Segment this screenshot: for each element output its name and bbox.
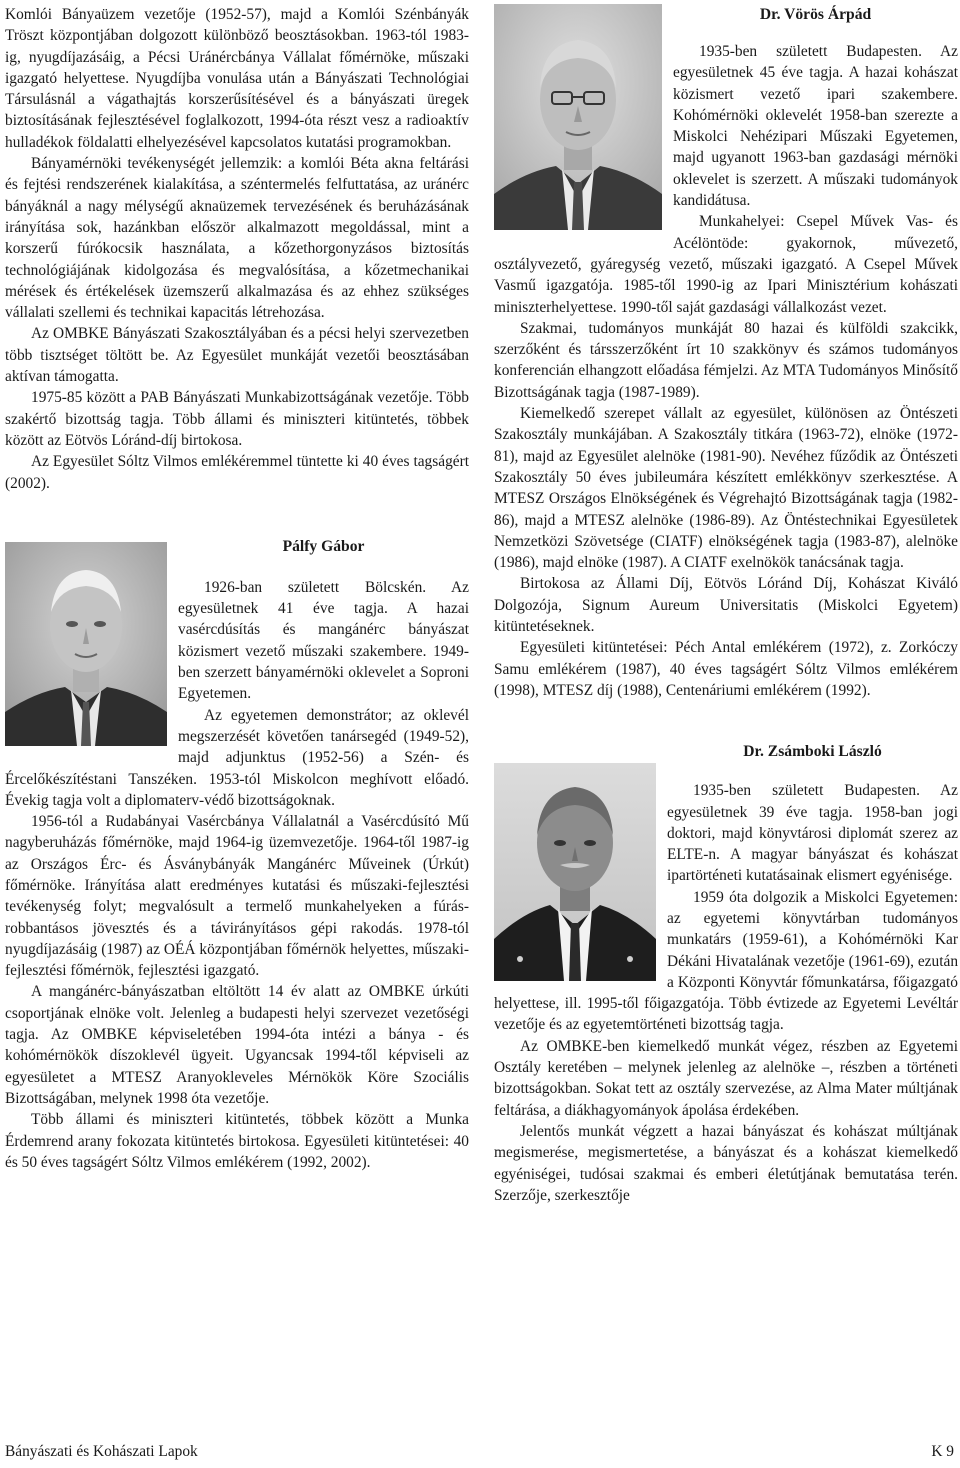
footer-page-number: K 9 (931, 1443, 954, 1460)
paragraph: Jelentős munkát végzett a hazai bányászat és kohászat múltjának megismerése, megismertetése, a bányászat és a kohászat kiemelkedő egyéniségei, tudósai szakmai és emberi életútjának bemutatása terén. Szerzője, szerkesztője (494, 1122, 958, 1204)
paragraph: Az Egyesület Sóltz Vilmos emlékéremmel tüntette ki 40 éves tagságért (2002). (5, 453, 469, 492)
paragraph: Komlói Bányaüzem vezetője (1952-57), majd a Komlói Szénbányák Tröszt központjában dolgozott különböző beosztásokban. 1963-tól 1983-ig, nyugdíjazásáig, a Pécsi Uránércbánya Vállalat főmérnöke, műszaki igazgató helyettese. Nyugdíjba vonulása után a Bányászati Technológiai Társulásnál a vágathajtás korszerűsítésével és a bányászati üregek biztosításának fejlesztésével foglalkozott, 1994-óta részt vesz a radioaktív hulladékok földalatti elhelyezésével kapcsolatos kutatási programokban. (5, 6, 469, 151)
paragraph: 1956-tól a Rudabányai Vasércbánya Vállalatnál a Vasércdúsító Mű nagyberuházás főmérnöke, majd 1964-ig üzemvezetője. 1964-től 1987-ig az Országos Érc- és Ásványbányák Mangánérc Műveinek (Úrkút) főmérnöke. Irányítása alatt eredményes kutatási és műszaki-fejlesztési tevékenység folyt; megvalósult a termelő munkahelyeken a fúrás-robbantásos jövesztés és a távirányításos gépi rakodás. 1978-tól nyugdíjazásáig (1987) az OÉÁ központjában főmérnök helyettes, műszaki-fejlesztési főmérnök, fejlesztési igazgató. (5, 813, 469, 980)
spacer (494, 701, 958, 741)
profile-name-voros: Dr. Vörös Árpád (759, 6, 872, 23)
paragraph: 1935-ben született Budapesten. Az egyesületnek 39 éve tagja. 1958-ban jogi doktori, majd könyvtárosi diplomát szerez az ELTE-n. A magyar bányászat és kohászat ipartörténeti kutatásainak elismert egyénisége. (667, 782, 958, 885)
paragraph: Az OMBKE-ben kiemelkedő munkát végez, részben az Egyetemi Osztály keretében – melynek jelenleg az alelnöke –, részben a történeti bizottságokban. Sokat tett az osztály szervezése, az Alma Mater múltjának feltárása, a diákhagyományok ápolása érdekében. (494, 1037, 958, 1119)
paragraph: A mangánérc-bányászatban eltöltött 14 év alatt az OMBKE úrkúti csoportjának elnöke volt. Jelenleg a budapesti helyi szervezet vezetőségi tagja. Az OMBKE képviseletében 1994-óta intézi a bánya - és kohómérnökök díszoklevél ügyeit. Ugyancsak 1994-től képviseli az egyesületet a MTESZ Aranyokleveles Mérnökök Köre Szociális Bizottságában, melynek 1998 óta vezetője. (5, 983, 469, 1107)
paragraph: Az egyetemen demonstrátor; az oklevél megszerzését követően tanársegéd (1949-52), majd adjunktus (1952-56) a Szén- és Ércelőkészítéstani Tanszéken. 1953-tól Miskolcon meghívott előadó. Évekig tagja volt a diplomaterv-védő bizottságoknak. (5, 706, 469, 809)
paragraph: Szakmai, tudományos munkáját 80 hazai és külföldi szakcikk, szerzőként és társszerzőként írt 10 szakkönyv és számos tudományos konferencián elhangzott előadása fémjelzi. Az MTA Tudományos Minősítő Bizottságának tagja (1987-1989). (494, 319, 958, 401)
left-column (5, 4, 469, 1173)
paragraph: 1975-85 között a PAB Bányászati Munkabizottságának vezetője. Több szakértő bizottság tagja. Több állami és miniszteri kitüntetés, többek között az Eötvös Lóránd-díj birtokosa. (5, 389, 469, 449)
profile-name-zsamboki: Dr. Zsámboki László (743, 743, 882, 761)
portrait-photo-voros (494, 4, 662, 230)
paragraph: 1959 óta dolgozik a Miskolci Egyetemen: az egyetemi könyvtárban tudományos munkatárs (1959-61), a Kohómérnöki Kar Dékáni Hivatalának vezetője (1961-69), ezután a Központi Könyvtár főmunkatársa, főigazgató helyettese, ill. 1995-től főigazgatója. Több évtizede az Egyetemi Levéltár vezetője és az egyetemtörténeti bizottság tagja. (494, 888, 959, 1034)
paragraph: Kiemelkedő szerepet vállalt az egyesület, különösen az Öntészeti Szakosztály munkájában. A Szakosztály titkára (1963-72), elnöke (1972-81), majd az Egyesület alelnöke (1981-90). Nevéhez fűződik az Öntészeti Szakosztály 50 éves jubileumára készített emlékkönyv szerkesztése. A MTESZ Országos Elnökségének és Végrehajtó Bizottságának tagja (1982-86), majd a MTESZ alelnöke (1986-89). Az Öntéstechnikai Egyesületek Nemzetközi Szövetsége (CIATF) elnökségének tagja (1983-87), alelnöke (1986), majd elnöke (1987). A CIATF exelnökök tanácsának tagja. (494, 405, 958, 572)
paragraph: Egyesületi kitüntetései: Péch Antal emlékérem (1972), z. Zorkóczy Samu emlékérem (1987), 40 éves tagságért Sóltz Vilmos emlékérem (1998), MTESZ díj (1988), Centenáriumi emlékérem (1992). (494, 639, 958, 699)
paragraph: Az OMBKE Bányászati Szakosztályában és a pécsi helyi szervezetben több tisztséget töltött be. Az Egyesület munkáját vezetői beosztásában aktívan támogatta. (5, 325, 469, 386)
profile-name-palfy: Pálfy Gábor (282, 537, 365, 555)
paragraph: 1935-ben született Budapesten. Az egyesületnek 45 éve tagja. A hazai kohászat közismert vezető ipari szakembere. Kohómérnöki oklevelét 1958-ban szerezte a Miskolci Nehézipari Műszaki Egyetemen, majd ugyanott 1963-ban gazdasági mérnöki oklevelet is szerzett. A műszaki tudományok kandidátusa. (673, 43, 958, 210)
right-column (494, 4, 958, 1206)
paragraph: Bányamérnöki tevékenységét jellemzik: a komlói Béta akna feltárási és fejtési rendszerének kialakítása, a széntermelés felfuttatása, az uránérc bányáknál a nagy mélységű aknaüzemek tervezésének és beruházásának irányítása sok, hazánkban először alkalmazott megoldással, mint a korszerű fúrókocsik használata, a kőzethorgonyzásos biztosítás technológiájának kidolgozása és megvalósítása, a kőzetmechanikai mérések és értékelések üzemszerű alkalmazása és az ehhez szükséges vállalati szellemi és technikai kapacitás létrehozása. (5, 155, 469, 322)
portrait-photo-zsamboki (494, 763, 656, 981)
paragraph: 1926-ban született Bölcskén. Az egyesületnek 41 éve tagja. A hazai vasércdúsítás és mangánérc bányászat közismert vezető műszaki szakembere. 1949-ben szerzett bányamérnöki oklevelet a Soproni Egyetemen. (178, 578, 469, 703)
portrait-photo-palfy (5, 542, 167, 746)
paragraph: Több állami és miniszteri kitüntetés, többek között a Munka Érdemrend arany fokozata kitüntetés birtokosa. Egyesületi kitüntetései: 40 és 50 éves tagságért Sóltz Vilmos emlékérem (1992, 2002). (5, 1111, 469, 1171)
spacer (5, 494, 469, 536)
paragraph: Birtokosa az Állami Díj, Eötvös Lóránd Díj, Kohászat Kiváló Dolgozója, Signum Aureum Universitatis (Miskolci Egyetem) kitüntetéseknek. (494, 575, 958, 636)
paragraph: Munkahelyei: Csepel Művek Vas- és Acélöntöde: gyakornok, művezető, osztályvezető, gyáregység vezető, műszaki igazgató. A Csepel Művek Vasmű igazgatója. 1985-től 1990-ig az Ipari Minisztérium kohászati miniszterhelyettese. 1990-től saját gazdasági vállalkozást vezet. (494, 213, 958, 316)
footer-journal-title: Bányászati és Kohászati Lapok (5, 1443, 198, 1460)
